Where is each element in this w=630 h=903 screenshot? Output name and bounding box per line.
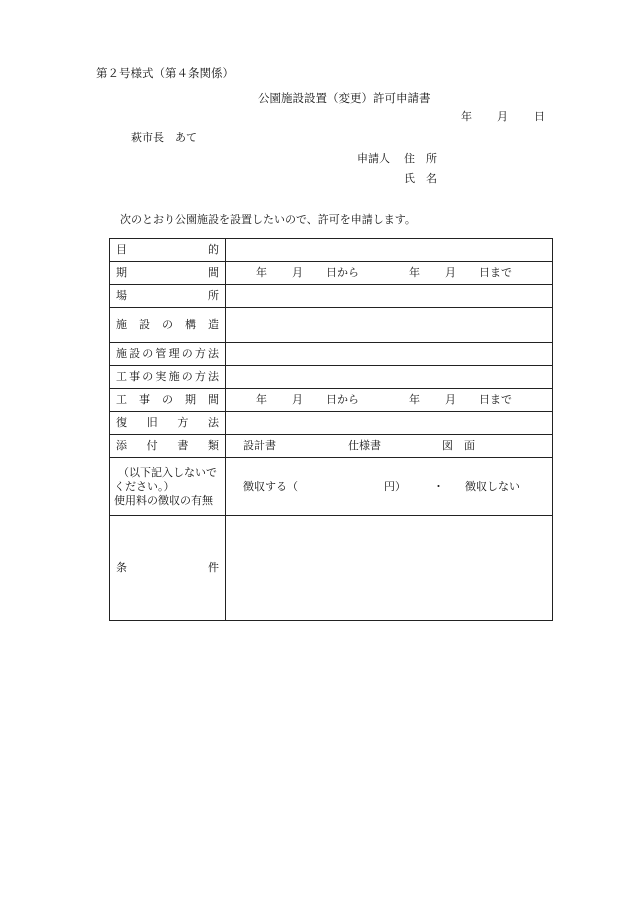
fee-separator-dot: ・	[433, 479, 444, 493]
construction-method-field[interactable]	[226, 366, 553, 389]
construction-end-year: 年	[409, 393, 420, 406]
form-title: 公園施設設置（変更）許可申請書	[258, 91, 431, 105]
management-field[interactable]	[226, 343, 553, 366]
management-label: 施 設 の 管 理 の 方 法	[110, 343, 226, 366]
attachment-drawings: 図 面	[442, 439, 475, 452]
period-start-day: 日から	[326, 266, 359, 279]
construction-start-year: 年	[256, 393, 267, 406]
date-month-label: 月	[497, 110, 508, 123]
construction-period-label: 工 事 の 期 間	[110, 389, 226, 412]
period-label	[110, 262, 226, 285]
purpose-label	[110, 239, 226, 262]
fee-note-1: （以下記入しないで	[118, 465, 217, 479]
row-location	[110, 285, 553, 308]
attachment-design-doc: 設計書	[243, 439, 276, 452]
name-label: 氏 名	[404, 172, 437, 185]
location-char-2: 所	[208, 289, 219, 302]
conditions-field[interactable]	[226, 516, 553, 621]
row-attachments	[110, 435, 553, 458]
fee-note-3: 使用料の徴収の有無	[114, 493, 213, 507]
date-day-label: 日	[534, 110, 545, 123]
period-end-day: 日まで	[479, 266, 512, 279]
construction-end-month: 月	[445, 393, 456, 406]
restoration-label: 復 旧 方 法	[110, 412, 226, 435]
fee-label	[110, 458, 226, 516]
attachments-label: 添 付 書 類	[110, 435, 226, 458]
row-management	[110, 343, 553, 366]
construction-start-month: 月	[292, 393, 303, 406]
fee-no-collect-option[interactable]: 徴収しない	[465, 479, 520, 493]
structure-label: 施 設 の 構 造	[110, 308, 226, 343]
period-start-month: 月	[292, 266, 303, 279]
period-char-2: 間	[208, 266, 219, 279]
applicant-label: 申請人	[357, 152, 390, 165]
fee-collect-option[interactable]: 徴収する（	[243, 479, 298, 493]
conditions-label: 条 件	[110, 516, 226, 621]
purpose-label-text	[116, 243, 219, 257]
row-fee	[110, 458, 553, 516]
purpose-char-2: 的	[208, 243, 219, 256]
purpose-char-1: 目	[116, 243, 127, 256]
location-char-1: 場	[116, 289, 127, 302]
location-label	[110, 285, 226, 308]
construction-start-day: 日から	[326, 393, 359, 406]
date-year-label: 年	[461, 110, 472, 123]
row-purpose	[110, 239, 553, 262]
row-construction-period	[110, 389, 553, 412]
addressee: 萩市長 あて	[131, 131, 197, 144]
period-start-year: 年	[256, 266, 267, 279]
row-structure	[110, 308, 553, 343]
fee-yen-label: 円）	[384, 479, 406, 493]
period-field[interactable]	[226, 262, 553, 285]
construction-end-day: 日まで	[479, 393, 512, 406]
row-restoration	[110, 412, 553, 435]
period-end-year: 年	[409, 266, 420, 279]
address-label: 住 所	[404, 152, 437, 165]
period-char-1: 期	[116, 266, 127, 279]
application-form-table	[109, 238, 553, 621]
purpose-field[interactable]	[226, 239, 553, 262]
construction-method-label: 工 事 の 実 施 の 方 法	[110, 366, 226, 389]
location-field[interactable]	[226, 285, 553, 308]
structure-field[interactable]	[226, 308, 553, 343]
attachments-field	[226, 435, 553, 458]
restoration-field[interactable]	[226, 412, 553, 435]
construction-period-field[interactable]	[226, 389, 553, 412]
form-number: 第２号様式（第４条関係）	[96, 66, 234, 80]
fee-field	[226, 458, 553, 516]
row-period	[110, 262, 553, 285]
row-construction-method	[110, 366, 553, 389]
period-end-month: 月	[445, 266, 456, 279]
attachment-specification: 仕様書	[348, 439, 381, 452]
intro-text: 次のとおり公園施設を設置したいので、許可を申請します。	[120, 213, 416, 226]
row-conditions	[110, 516, 553, 621]
fee-note-2: ください。）	[114, 479, 175, 493]
